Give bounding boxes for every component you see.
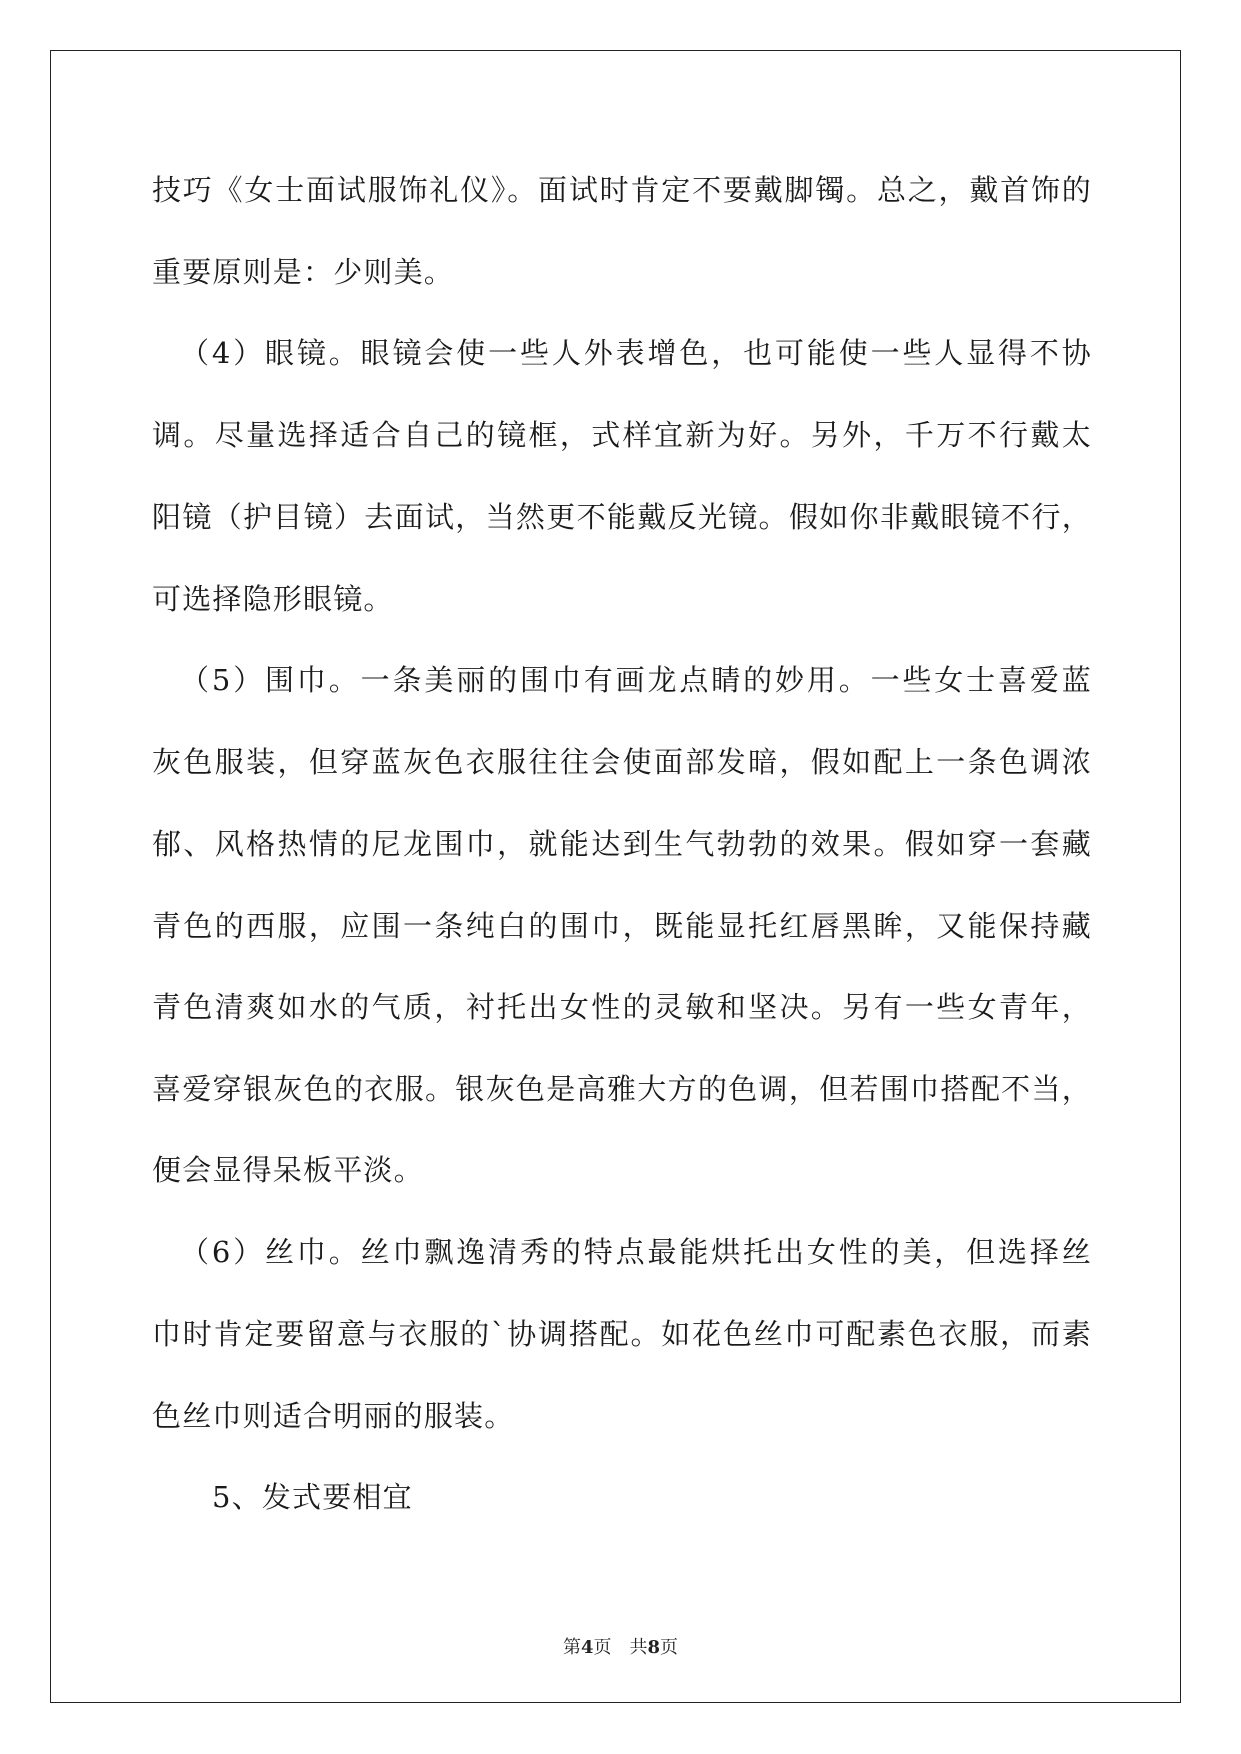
footer-prefix: 第: [562, 1637, 581, 1658]
text-line: 重要原则是：少则美。: [152, 255, 455, 289]
total-page-number: 8: [647, 1637, 661, 1658]
text-line: 色丝巾则适合明丽的服装。: [152, 1399, 515, 1433]
paragraph-start-line: （5）围巾。一条美丽的围巾有画龙点睛的妙用。一些女士喜爱蓝: [180, 663, 1092, 697]
text-line: 阳镜（护目镜）去面试，当然更不能戴反光镜。假如你非戴眼镜不行，: [152, 500, 1092, 534]
text-line: 青色的西服，应围一条纯白的围巾，既能显托红唇黑眸，又能保持藏: [152, 909, 1092, 943]
paragraph-start-line: （6）丝巾。丝巾飘逸清秀的特点最能烘托出女性的美，但选择丝: [180, 1235, 1092, 1269]
text-line: 便会显得呆板平淡。: [152, 1153, 424, 1187]
text-line: 巾时肯定要留意与衣服的`协调搭配。如花色丝巾可配素色衣服，而素: [152, 1317, 1092, 1351]
footer-mid: 页 共: [593, 1637, 648, 1658]
text-line: 灰色服装，但穿蓝灰色衣服往往会使面部发暗，假如配上一条色调浓: [152, 745, 1092, 779]
text-line: 青色清爽如水的气质，衬托出女性的灵敏和坚决。另有一些女青年，: [152, 990, 1092, 1024]
footer-suffix: 页: [660, 1637, 679, 1658]
text-line: 技巧《女士面试服饰礼仪》。面试时肯定不要戴脚镯。总之，戴首饰的: [152, 173, 1092, 207]
text-line: 郁、风格热情的尼龙围巾，就能达到生气勃勃的效果。假如穿一套藏: [152, 827, 1092, 861]
text-line: 调。尽量选择适合自己的镜框，式样宜新为好。另外，千万不行戴太: [152, 418, 1092, 452]
current-page-number: 4: [580, 1637, 594, 1658]
section-heading: 5、发式要相宜: [212, 1480, 413, 1514]
text-line: 喜爱穿银灰色的衣服。银灰色是高雅大方的色调，但若围巾搭配不当，: [152, 1072, 1092, 1106]
paragraph-start-line: （4）眼镜。眼镜会使一些人外表增色，也可能使一些人显得不协: [180, 336, 1092, 370]
page-footer: [0, 1636, 1241, 1660]
page-border: [50, 50, 1181, 1703]
text-line: 可选择隐形眼镜。: [152, 582, 394, 616]
